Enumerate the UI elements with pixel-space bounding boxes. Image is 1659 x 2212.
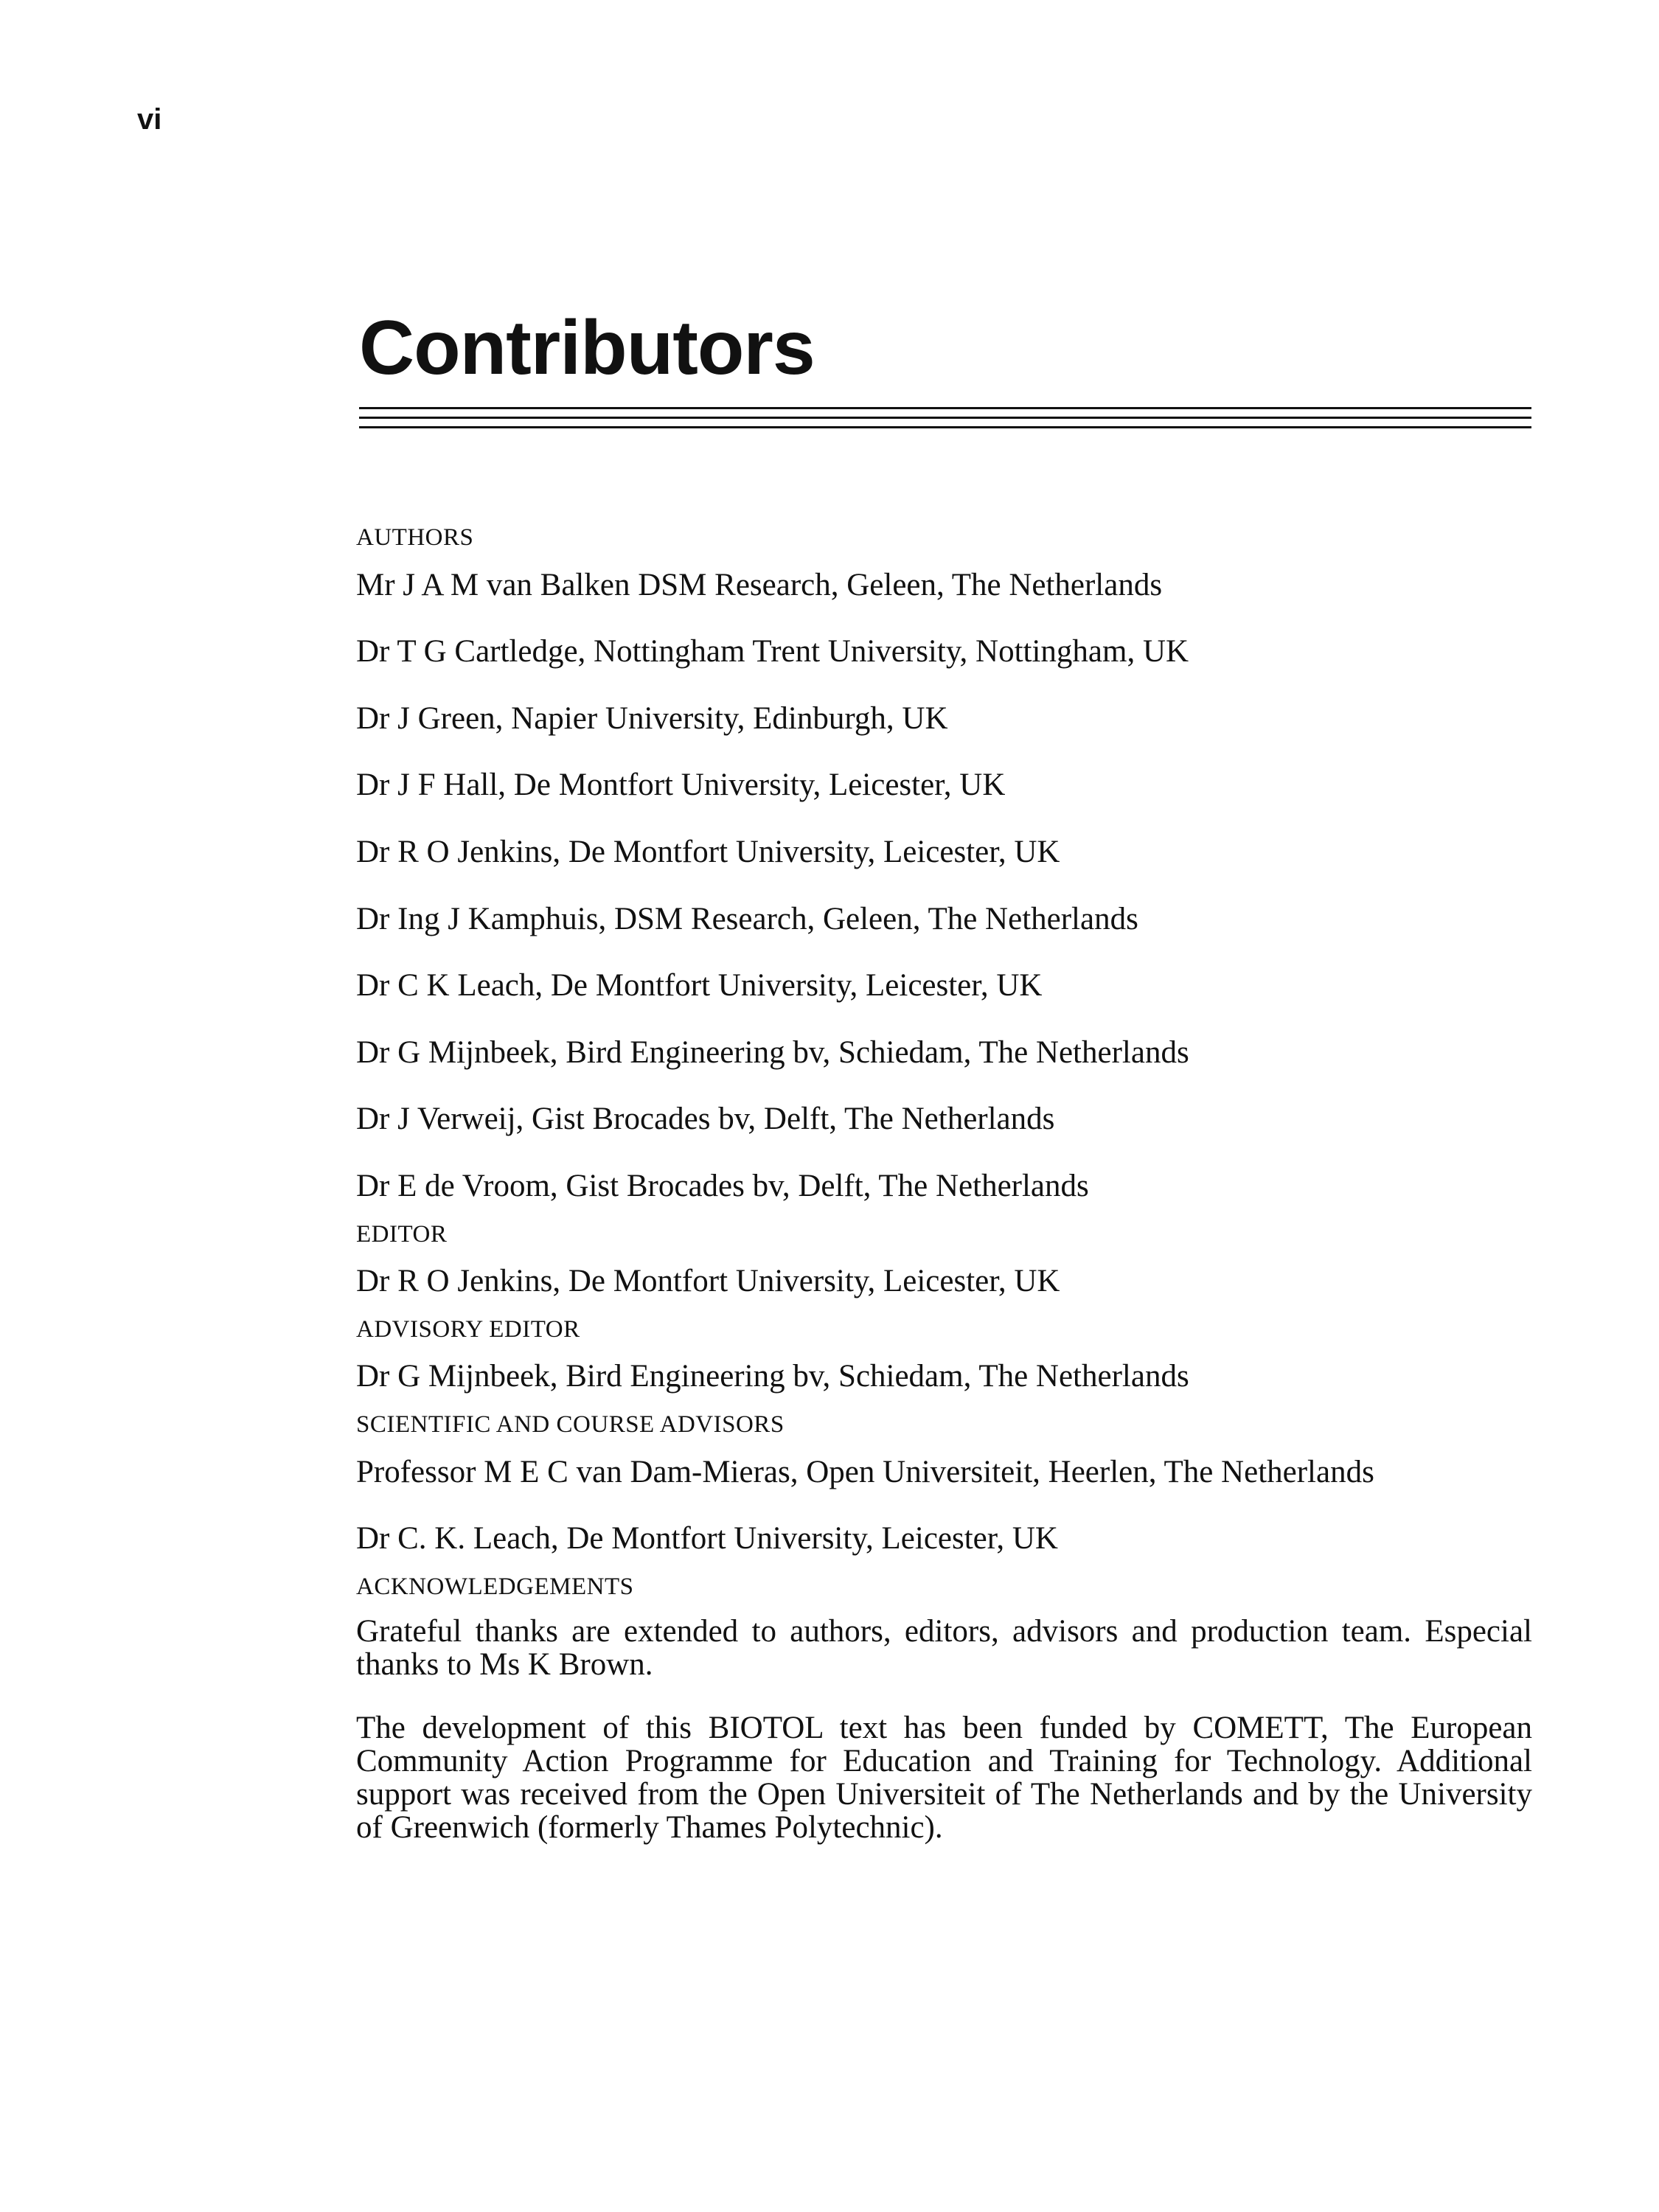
section-label-editor: EDITOR (356, 1220, 448, 1248)
advisors-section (356, 1411, 1532, 1558)
advisory-editor-section (356, 1315, 1532, 1396)
editor-section (356, 1220, 1532, 1301)
title-rule (359, 407, 1531, 409)
contributors-content (356, 524, 1532, 1874)
section-label-advisors: SCIENTIFIC AND COURSE ADVISORS (356, 1411, 785, 1438)
author-entry: Dr E de Vroom, Gist Brocades bv, Delft, The Netherlands (356, 1168, 1089, 1203)
title-underline-rules (359, 407, 1531, 436)
title-rule (359, 417, 1531, 419)
advisor-entry: Dr C. K. Leach, De Montfort University, Leicester, UK (356, 1521, 1058, 1557)
author-entry: Dr T G Cartledge, Nottingham Trent University, Nottingham, UK (356, 634, 1189, 669)
authors-section (356, 524, 1532, 1206)
author-entry: Dr R O Jenkins, De Montfort University, Leicester, UK (356, 834, 1060, 869)
author-entry: Dr G Mijnbeek, Bird Engineering bv, Schiedam, The Netherlands (356, 1034, 1189, 1070)
funding-paragraph: The development of this BIOTOL text has been funded by COMETT, The European Community Action Programme for Education and Training for Technology. Additional support was received from the Open Universiteit of The Netherlands and by the University of Greenwich (formerly Thames Polytechnic). (356, 1710, 1532, 1845)
section-label-advisory-editor: ADVISORY EDITOR (356, 1315, 580, 1343)
author-entry: Dr J F Hall, De Montfort University, Leicester, UK (356, 768, 1006, 803)
section-label-authors: AUTHORS (356, 524, 474, 551)
title-rule (359, 426, 1531, 428)
page-title: Contributors (359, 305, 815, 391)
acknowledgements-section (356, 1573, 1532, 1844)
author-entry: Mr J A M van Balken DSM Research, Geleen, The Netherlands (356, 567, 1163, 602)
author-entry: Dr J Verweij, Gist Brocades bv, Delft, The Netherlands (356, 1102, 1055, 1137)
advisor-entry: Professor M E C van Dam-Mieras, Open Universiteit, Heerlen, The Netherlands (356, 1454, 1374, 1489)
author-entry: Dr J Green, Napier University, Edinburgh, UK (356, 700, 948, 736)
author-entry: Dr C K Leach, De Montfort University, Leicester, UK (356, 968, 1043, 1004)
advisory-editor-entry: Dr G Mijnbeek, Bird Engineering bv, Schiedam, The Netherlands (356, 1359, 1189, 1394)
page-number: vi (137, 103, 162, 136)
section-label-acknowledgements: ACKNOWLEDGEMENTS (356, 1573, 634, 1600)
acknowledgement-paragraph: Grateful thanks are extended to authors, editors, advisors and production team. Especial thanks to Ms K Brown. (356, 1614, 1532, 1683)
editor-entry: Dr R O Jenkins, De Montfort University, Leicester, UK (356, 1264, 1060, 1299)
author-entry: Dr Ing J Kamphuis, DSM Research, Geleen, The Netherlands (356, 901, 1138, 936)
